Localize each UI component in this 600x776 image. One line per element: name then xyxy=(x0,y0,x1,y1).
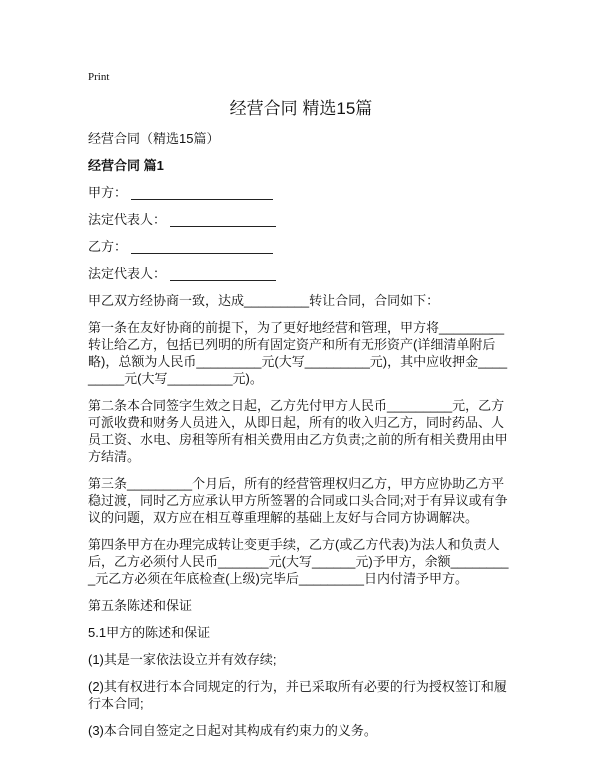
paragraph-item-2: (2)其有权进行本合同规定的行为，并已采取所有必要的行为授权签订和履行本合同; xyxy=(88,679,507,711)
document-subtitle: 经营合同（精选15篇） xyxy=(88,131,220,146)
party-a-line xyxy=(88,184,514,201)
party-b-line xyxy=(88,238,514,255)
blank-line xyxy=(131,240,273,254)
party-label: 法定代表人： xyxy=(88,266,167,281)
blank-line xyxy=(170,267,276,281)
party-b-rep-line xyxy=(88,265,514,282)
paragraph-intro: 甲乙双方经协商一致，达成_________转让合同，合同如下： xyxy=(88,293,440,308)
print-label[interactable]: Print xyxy=(88,71,110,83)
blank-line xyxy=(131,186,273,200)
paragraph-article-3: 第三条_________个月后，所有的经营管理权归乙方，甲方应协助乙方平稳过渡，同时乙方应承认甲方所签署的合同或口头合同;对于有异议或有争议的问题，双方应在相互尊重理解的基础上友好与合同方协调解决。 xyxy=(88,476,508,525)
party-label: 法定代表人： xyxy=(88,212,167,227)
document-page xyxy=(88,0,514,769)
party-a-rep-line xyxy=(88,211,514,228)
paragraph-article-5: 第五条陈述和保证 xyxy=(88,598,193,613)
paragraph-article-2: 第二条本合同签字生效之日起，乙方先付甲方人民币_________元，乙方可派收费和财务人员进入，从即日起，所有的收入归乙方，同时药品、人员工资、水电、房租等所有相关费用由乙方负责;之前的所有相关费用由甲方结清。 xyxy=(88,398,508,464)
paragraph-article-4: 第四条甲方在办理完成转让变更手续，乙方(或乙方代表)为法人和负责人后，乙方必须付人民币_______元(大写______元)予甲方，余额_________元乙方必须在年底检查(上级)完毕后_________日内付清予甲方。 xyxy=(88,537,509,586)
paragraph-article-1: 第一条在友好协商的前提下，为了更好地经营和管理，甲方将_________转让给乙方，包括已列明的所有固定资产和所有无形资产(详细清单附后略)，总额为人民币_________元(大写_________元)，其中应收押金_________元(大写_________元)。 xyxy=(88,320,508,386)
paragraph-5-1: 5.1甲方的陈述和保证 xyxy=(88,625,211,640)
party-label: 甲方： xyxy=(88,185,128,200)
blank-line xyxy=(170,213,276,227)
document-title: 经营合同 精选15篇 xyxy=(229,99,373,118)
paragraph-item-3: (3)本合同自签定之日起对其构成有约束力的义务。 xyxy=(88,723,377,738)
paragraph-item-1: (1)其是一家依法设立并有效存续; xyxy=(88,652,277,667)
section-heading: 经营合同 篇1 xyxy=(88,158,164,173)
party-label: 乙方： xyxy=(88,239,128,254)
